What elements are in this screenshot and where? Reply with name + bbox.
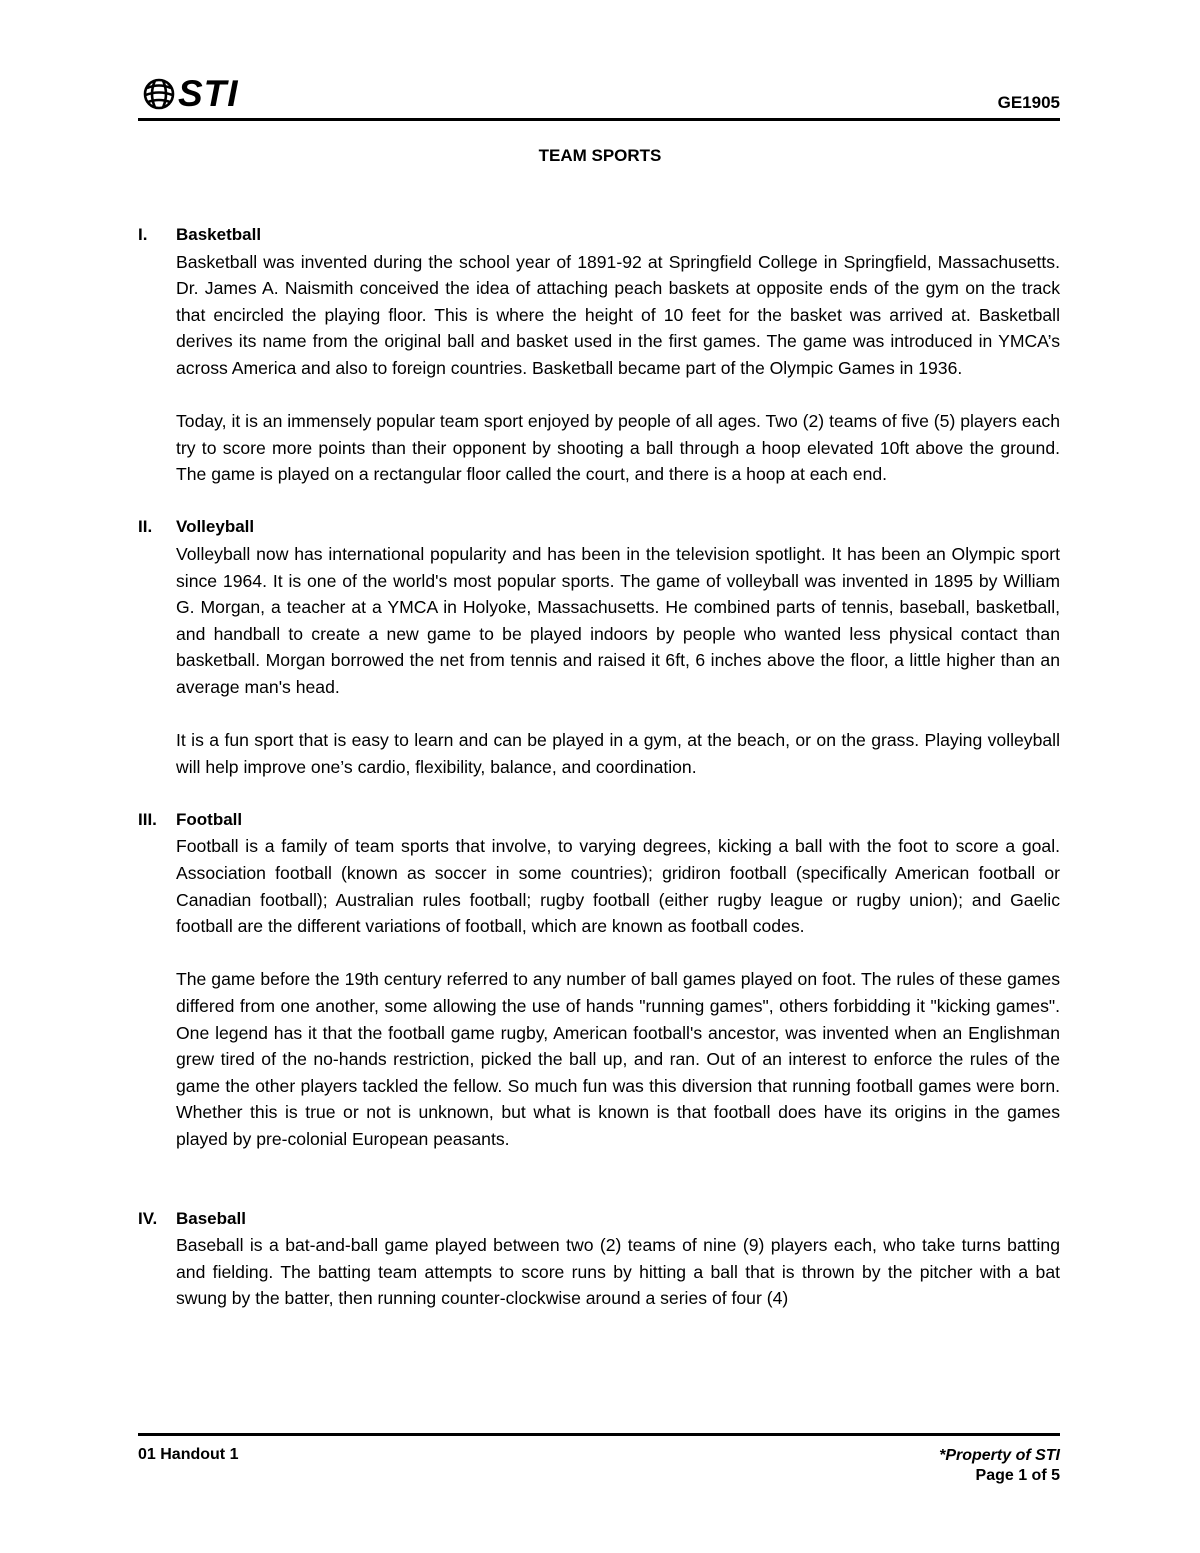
- section-title: Basketball: [176, 225, 262, 244]
- paragraph: Football is a family of team sports that involve, to varying degrees, kicking a ball with the foot to score a goal. Association football (known as soccer in some countries); gridiron football (specifically American football or Canadian football); Australian rules football; rugby football (either rugby league or rugby union); and Gaelic football are the different variations of football, which are known as football codes.: [176, 836, 1060, 937]
- globe-icon: [142, 77, 176, 111]
- paragraph: Volleyball now has international popularity and has been in the television spotlight. It has been an Olympic sport since 1964. It is one of the world's most popular sports. The game of volleyball was invented in 1895 by William G. Morgan, a teacher at a YMCA in Holyoke, Massachusetts. He combined parts of tennis, baseball, basketball, and handball to create a new game to be played indoors by people who wanted less physical contact than basketball. Morgan borrowed the net from tennis and raised it 6ft, 6 inches above the floor, a little higher than an average man's head.: [176, 543, 1060, 697]
- section-heading: [138, 514, 1060, 541]
- document-body: [138, 222, 1060, 1312]
- paragraph: The game before the 19th century referred to any number of ball games played on foot. The rules of these games differed from one another, some allowing the use of hands "running games", others forbidding it "kicking games". One legend has it that the football game rugby, American football's ancestor, was invented when an Englishman grew tired of the no-hands restriction, picked the ball up, and ran. Out of an interest to enforce the rules of the game the other players tackled the fellow. So much fun was this diversion that running football games were born. Whether this is true or not is unknown, but what is known is that football does have its origins in the games played by pre-colonial European peasants.: [176, 969, 1060, 1149]
- section-title: Volleyball: [176, 517, 255, 537]
- logo-text: STI: [178, 73, 239, 114]
- sti-logo: [142, 74, 239, 114]
- paragraph: Today, it is an immensely popular team sport enjoyed by people of all ages. Two (2) teams of five (5) players each try to score more points than their opponent by shooting a ball through a hoop elevated 10ft above the ground. The game is played on a rectangular floor called the court, and there is a hoop at each end.: [176, 411, 1060, 485]
- section-football: [138, 807, 1060, 1206]
- section-numeral: III.: [138, 809, 157, 829]
- page-header: [138, 66, 1060, 122]
- footer-right: [939, 1446, 1060, 1486]
- paragraph: It is a fun sport that is easy to learn and can be played in a gym, at the beach, or on the grass. Playing volleyball will help improve one’s cardio, flexibility, balance, and coordination.: [176, 730, 1060, 777]
- section-title: Football: [176, 809, 243, 829]
- paragraph: Basketball was invented during the school year of 1891-92 at Springfield College in Springfield, Massachusetts. Dr. James A. Naismith conceived the idea of attaching peach baskets at opposite ends of the gym on the track that encircled the playing floor. This is where the height of 10 feet for the basket was arrived at. Basketball derives its name from the original ball and basket used in the first games. The game was introduced in YMCA’s across America and also to foreign countries. Basketball became part of the Olympic Games in 1936.: [176, 251, 1060, 378]
- footer-rule: [138, 1433, 1060, 1436]
- section-heading: [138, 222, 1060, 249]
- section-basketball: [138, 222, 1060, 514]
- section-numeral: II.: [138, 517, 153, 537]
- section-baseball: [138, 1206, 1060, 1312]
- course-code: GE1905: [997, 93, 1060, 112]
- page-number: Page 1 of 5: [975, 1467, 1060, 1484]
- paragraph: Baseball is a bat-and-ball game played between two (2) teams of nine (9) players each, who take turns batting and fielding. The batting team attempts to score runs by hitting a ball that is thrown by the pitcher with a bat swung by the batter, then running counter-clockwise around a series of four (4): [176, 1235, 1060, 1309]
- page-title: TEAM SPORTS: [538, 146, 662, 165]
- handout-label: 01 Handout 1: [138, 1446, 239, 1463]
- section-heading: [138, 1206, 1060, 1233]
- section-heading: [138, 807, 1060, 834]
- section-numeral: I.: [138, 225, 148, 244]
- property-notice: *Property of STI: [939, 1447, 1060, 1464]
- header-rule: [138, 118, 1060, 121]
- section-title: Baseball: [176, 1208, 246, 1228]
- section-numeral: IV.: [138, 1208, 158, 1228]
- section-volleyball: [138, 514, 1060, 806]
